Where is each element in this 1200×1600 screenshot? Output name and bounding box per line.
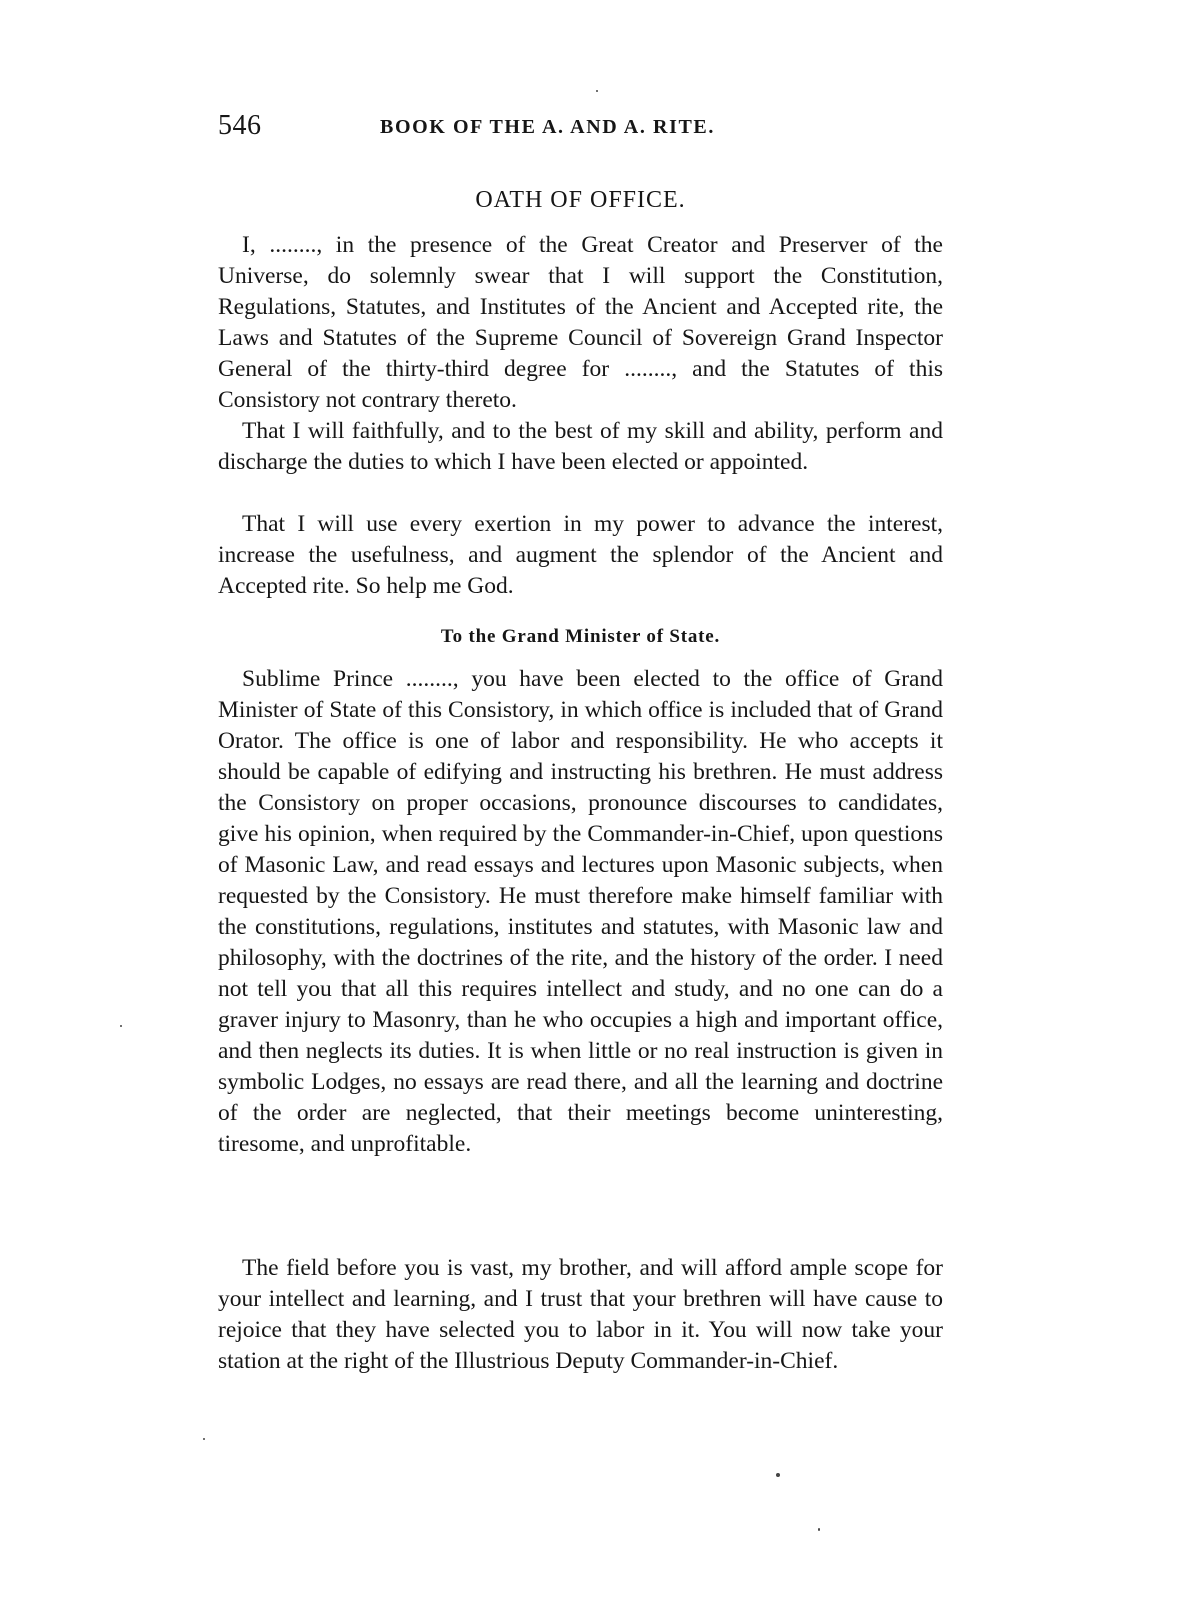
oath-paragraph-1: I, ........, in the presence of the Great Creator and Preserver of the Universe, do solemnly swear that I will support the Constitution, Regulations, Statutes, and Institutes of the Ancient and Accepted rite, the Laws and Statutes of the Supreme Council of Sovereign Grand Inspector General of the thirty-third degree for ........, and the Statutes of this Consistory not contrary thereto. xyxy=(218,232,943,413)
paper-speck xyxy=(776,1473,780,1477)
charge-paragraph-1: Sublime Prince ........, you have been elected to the office of Grand Minister of State of this Consistory, in which office is included that of Grand Orator. The office is one of labor and responsibility. He who accepts it should be capable of edifying and instructing his brethren. He must address the Consistory on proper occasions, pronounce discourses to candidates, give his opinion, when required by the Commander-in-Chief, upon questions of Masonic Law, and read essays and lectures upon Masonic subjects, when requested by the Consistory. He must therefore make himself familiar with the constitutions, regulations, institutes and statutes, with Masonic law and philosophy, with the doctrines of the rite, and the history of the order. I need not tell you that all this requires intellect and study, and no one can do a graver injury to Masonry, than he who occupies a high and important office, and then neglects its duties. It is when little or no real instruction is given in symbolic Lodges, no essays are read there, and all the learning and doctrine of the order are neglected, that their meetings become uninteresting, tiresome, and unprofitable. xyxy=(218,666,943,1157)
running-header xyxy=(218,110,958,150)
paper-speck xyxy=(203,1438,205,1440)
running-title: BOOK OF THE A. AND A. RITE. xyxy=(380,116,715,138)
page-number: 546 xyxy=(218,110,262,141)
paper-speck xyxy=(120,1025,122,1027)
oath-paragraph-3: That I will use every exertion in my power to advance the interest, increase the usefulness, and augment the splendor of the Ancient and Accepted rite. So help me God. xyxy=(218,511,943,599)
oath-title: OATH OF OFFICE. xyxy=(475,187,686,213)
charge-heading: To the Grand Minister of State. xyxy=(440,626,721,647)
oath-paragraph-2: That I will faithfully, and to the best of my skill and ability, perform and discharge the duties to which I have been elected or appointed. xyxy=(218,418,943,475)
paper-speck xyxy=(818,1528,820,1531)
charge-paragraph-2: The field before you is vast, my brother, and will afford ample scope for your intellect and learning, and I trust that your brethren will have cause to rejoice that they have selected you to labor in it. You will now take your station at the right of the Illustrious Deputy Commander-in-Chief. xyxy=(218,1255,943,1374)
paper-speck xyxy=(596,90,598,92)
